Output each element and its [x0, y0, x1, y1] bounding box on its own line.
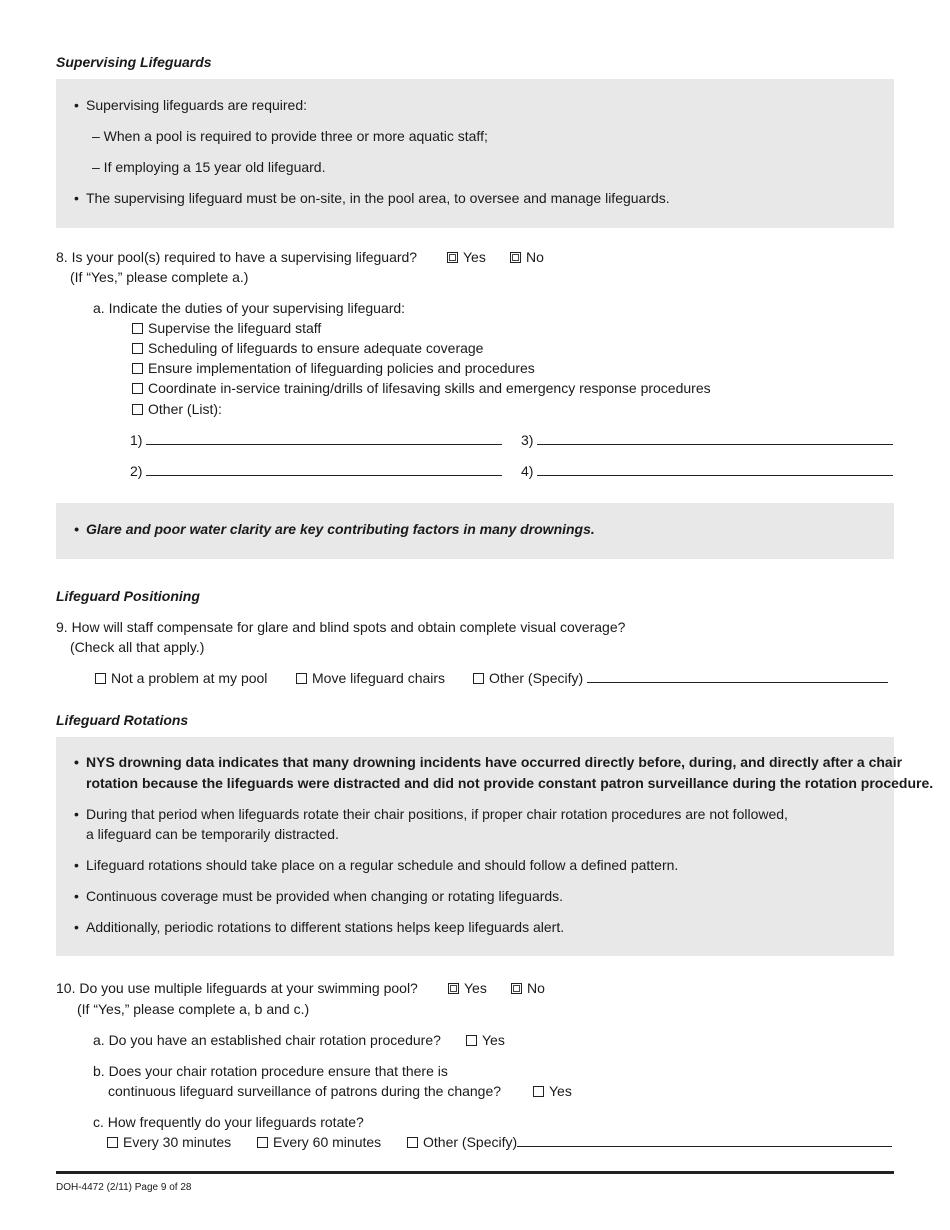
fill-line[interactable] [537, 463, 893, 476]
q10-c-option-other[interactable]: Other (Specify) [407, 1133, 892, 1151]
specify-fill-line[interactable] [587, 670, 888, 683]
q10-c-option-60[interactable]: Every 60 minutes [257, 1133, 381, 1151]
q8-yes-option[interactable]: Yes [447, 248, 486, 266]
bullet-item-continuation: a lifeguard can be temporarily distracted. [86, 826, 339, 842]
rotations-info-box [56, 737, 934, 956]
checkbox[interactable] [132, 383, 143, 394]
supervising-info-box [56, 79, 894, 228]
q10-b-question-continuation: continuous lifeguard surveillance of patrons during the change? [108, 1083, 502, 1099]
q10-question: 10. Do you use multiple lifeguards at your swimming pool? [56, 980, 418, 996]
q10-yes-checkbox[interactable] [448, 983, 459, 994]
checkbox[interactable] [132, 323, 143, 334]
bullet-item: • During that period when lifeguards rotate their chair positions, if proper chair rotation procedures are not followed, [74, 806, 788, 822]
q10-c-option-30[interactable]: Every 30 minutes [107, 1133, 231, 1151]
q9-question: 9. How will staff compensate for glare and blind spots and obtain complete visual coverage? [56, 619, 626, 635]
bullet-item: • The supervising lifeguard must be on-site, in the pool area, to oversee and manage lifeguards. [74, 190, 670, 206]
q8-no-option[interactable]: No [510, 248, 544, 266]
q10-a-question: a. Do you have an established chair rotation procedure? [93, 1032, 441, 1048]
footer-rule [56, 1171, 894, 1174]
section-heading-rotations: Lifeguard Rotations [56, 712, 189, 728]
q10-note: (If “Yes,” please complete a, b and c.) [77, 1001, 310, 1017]
checkbox[interactable] [407, 1137, 418, 1148]
bullet-item: • Additionally, periodic rotations to different stations helps keep lifeguards alert. [74, 919, 565, 935]
q9-option-not-a-problem[interactable]: Not a problem at my pool [95, 669, 267, 687]
other-list-item-2[interactable]: 2) [130, 462, 502, 480]
bullet-item: • Lifeguard rotations should take place on a regular schedule and should follow a defined pattern. [74, 857, 679, 873]
duty-option-other[interactable]: Other (List): [132, 400, 222, 418]
specify-fill-line[interactable] [517, 1134, 892, 1147]
checkbox[interactable] [533, 1086, 544, 1097]
section-heading-positioning: Lifeguard Positioning [56, 588, 200, 604]
duty-option-supervise[interactable]: Supervise the lifeguard staff [132, 319, 321, 337]
checkbox[interactable] [107, 1137, 118, 1148]
q9-option-other[interactable]: Other (Specify) [473, 669, 888, 687]
checkbox[interactable] [132, 404, 143, 415]
other-list-item-1[interactable]: 1) [130, 431, 502, 449]
q8-a-label: a. Indicate the duties of your supervising lifeguard: [93, 300, 406, 316]
q10-a-yes-option[interactable]: Yes [466, 1031, 505, 1049]
q9-note: (Check all that apply.) [70, 639, 205, 655]
q8-note: (If “Yes,” please complete a.) [70, 269, 249, 285]
q10-yes-option[interactable]: Yes [448, 979, 487, 997]
footer-text: DOH-4472 (2/11) Page 9 of 28 [56, 1182, 192, 1193]
sub-bullet-item: – When a pool is required to provide three or more aquatic staff; [92, 128, 488, 144]
duty-option-scheduling[interactable]: Scheduling of lifeguards to ensure adequate coverage [132, 339, 483, 357]
q10-c-question: c. How frequently do your lifeguards rotate? [93, 1114, 364, 1130]
fill-line[interactable] [146, 432, 502, 445]
checkbox[interactable] [132, 363, 143, 374]
duty-option-training[interactable]: Coordinate in-service training/drills of lifesaving skills and emergency response procedures [132, 379, 711, 397]
checkbox[interactable] [466, 1035, 477, 1046]
bullet-item-continuation: rotation because the lifeguards were distracted and did not provide constant patron surveillance during the rotation procedure. [86, 775, 934, 791]
checkbox[interactable] [473, 673, 484, 684]
fill-line[interactable] [146, 463, 502, 476]
q10-b-yes-option[interactable]: Yes [533, 1082, 572, 1100]
q10-no-checkbox[interactable] [511, 983, 522, 994]
bullet-item: • NYS drowning data indicates that many drowning incidents have occurred directly before, during, and directly after a chair [74, 754, 903, 770]
q8-yes-checkbox[interactable] [447, 252, 458, 263]
section-heading-supervising: Supervising Lifeguards [56, 54, 212, 70]
glare-info-box [56, 503, 894, 559]
bullet-item: • Glare and poor water clarity are key contributing factors in many drownings. [74, 521, 595, 537]
checkbox[interactable] [257, 1137, 268, 1148]
fill-line[interactable] [537, 432, 893, 445]
sub-bullet-item: – If employing a 15 year old lifeguard. [92, 159, 326, 175]
q10-b-question: b. Does your chair rotation procedure ensure that there is [93, 1063, 448, 1079]
checkbox[interactable] [95, 673, 106, 684]
checkbox[interactable] [132, 343, 143, 354]
bullet-item: • Continuous coverage must be provided when changing or rotating lifeguards. [74, 888, 564, 904]
other-list-item-3[interactable]: 3) [521, 431, 893, 449]
q8-question: 8. Is your pool(s) required to have a supervising lifeguard? [56, 249, 418, 265]
duty-option-policies[interactable]: Ensure implementation of lifeguarding policies and procedures [132, 359, 535, 377]
checkbox[interactable] [296, 673, 307, 684]
other-list-item-4[interactable]: 4) [521, 462, 893, 480]
bullet-item: • Supervising lifeguards are required: [74, 97, 308, 113]
q9-option-move-chairs[interactable]: Move lifeguard chairs [296, 669, 445, 687]
q10-no-option[interactable]: No [511, 979, 545, 997]
q8-no-checkbox[interactable] [510, 252, 521, 263]
